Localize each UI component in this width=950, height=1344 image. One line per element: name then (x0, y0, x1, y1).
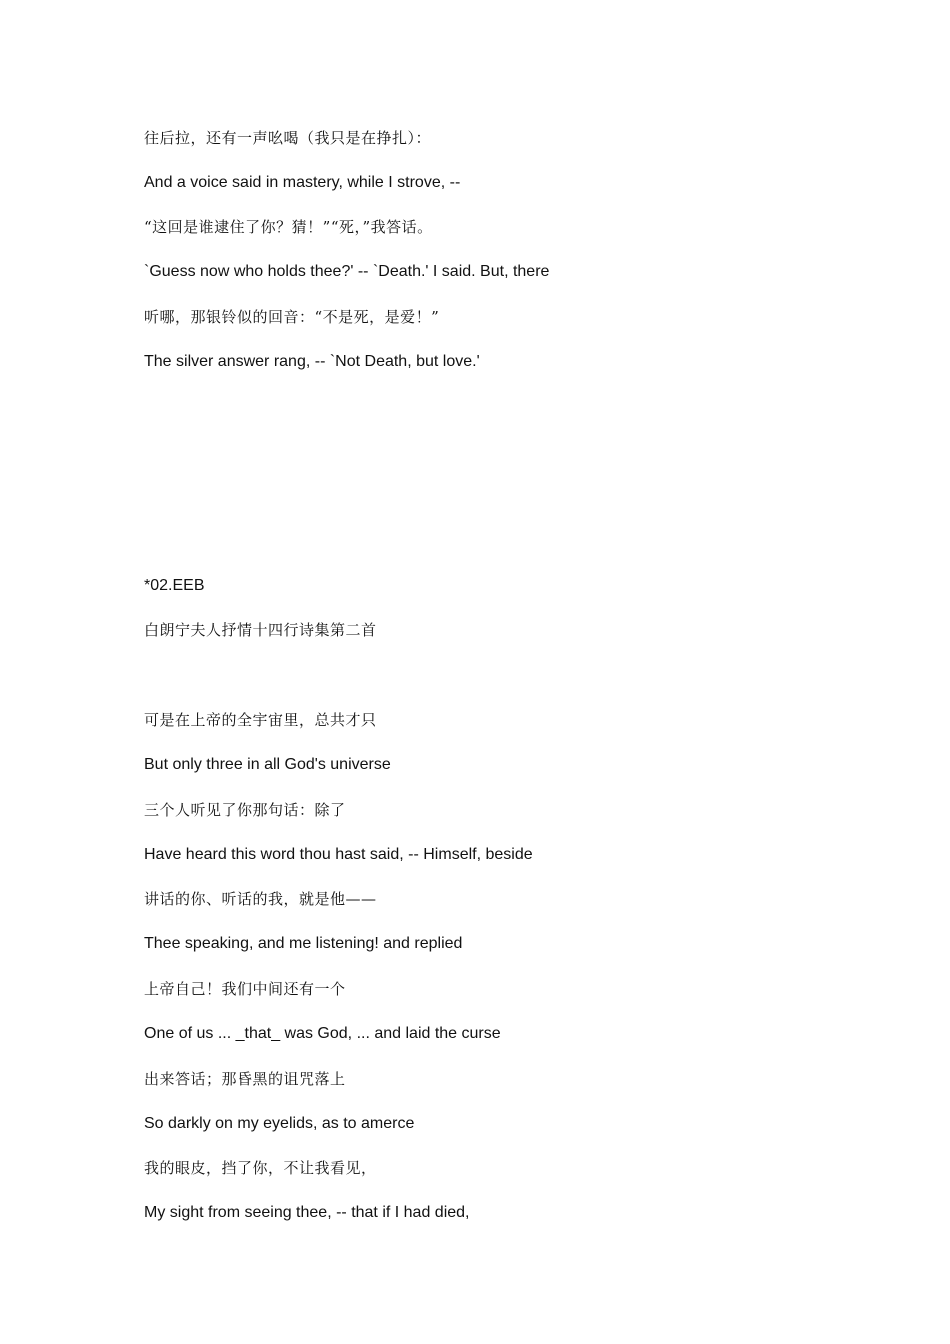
poem-line-zh: 可是在上帝的全宇宙里，总共才只 (144, 711, 377, 729)
poem-line-en: So darkly on my eyelids, as to amerce (144, 1115, 415, 1132)
poem-line-zh: 我的眼皮，挡了你，不让我看见， (144, 1159, 377, 1177)
poem-line-zh: 上帝自己！我们中间还有一个 (144, 980, 346, 998)
poem-line-zh: 三个人听见了你那句话：除了 (144, 801, 346, 819)
poem-line-en: And a voice said in mastery, while I strove, -- (144, 174, 461, 191)
poem-line-en: Have heard this word thou hast said, -- Himself, beside (144, 846, 533, 863)
poem-line-zh: 往后拉，还有一声吆喝（我只是在挣扎）： (144, 129, 432, 147)
poem-line-zh: “这回是谁逮住了你？猜！”“死，”我答话。 (144, 218, 433, 236)
poem-line-en: But only three in all God's universe (144, 756, 391, 773)
poem-line-en: My sight from seeing thee, -- that if I had died, (144, 1204, 470, 1221)
section-subtitle: 白朗宁夫人抒情十四行诗集第二首 (144, 621, 377, 639)
poem-line-zh: 听哪，那银铃似的回音：“不是死，是爱！” (144, 308, 440, 326)
poem-line-zh: 出来答话；那昏黑的诅咒落上 (144, 1070, 346, 1088)
poem-line-en: One of us ... _that_ was God, ... and laid the curse (144, 1025, 501, 1042)
poem-line-zh: 讲话的你、听话的我，就是他—— (144, 890, 377, 908)
poem-line-en: The silver answer rang, -- `Not Death, but love.' (144, 353, 480, 370)
section-heading: *02.EEB (144, 577, 205, 594)
poem-line-en: `Guess now who holds thee?' -- `Death.' I said. But, there (144, 263, 550, 280)
poem-line-en: Thee speaking, and me listening! and replied (144, 935, 463, 952)
